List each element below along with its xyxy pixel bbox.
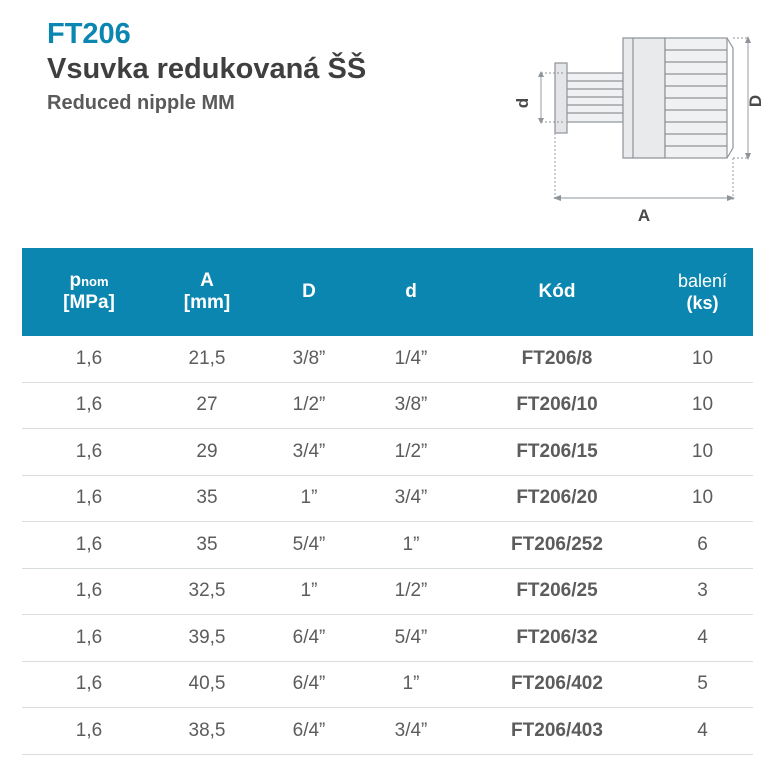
cell-d: 3/8” [360,382,462,429]
column-header-balen-label: balení [677,270,728,291]
cell-D: 6/4” [258,615,360,662]
cell-D: 6/4” [258,661,360,708]
cell-d: 1/2” [360,568,462,615]
cell-d: 3/4” [360,475,462,522]
cell-balen: 10 [652,336,753,382]
cell-kod[interactable]: FT206/10 [462,382,652,429]
cell-D: 3/8” [258,336,360,382]
drawing-label-D-large: D [746,94,765,108]
cell-kod[interactable]: FT206/15 [462,429,652,476]
specification-table-wrapper [22,248,753,755]
cell-pnom: 1,6 [22,382,156,429]
cell-balen: 10 [652,429,753,476]
cell-kod[interactable]: FT206/402 [462,661,652,708]
table-row [22,429,753,476]
column-header-balen [652,248,753,336]
cell-D: 5/4” [258,522,360,569]
cell-pnom: 1,6 [22,336,156,382]
product-code: FT206 [47,18,131,50]
specification-table [22,248,753,755]
cell-balen: 4 [652,615,753,662]
cell-balen: 3 [652,568,753,615]
table-row [22,661,753,708]
column-header-balen-unit: (ks) [686,292,719,313]
column-header-D: D [258,248,360,336]
cell-pnom: 1,6 [22,708,156,755]
cell-a: 39,5 [156,615,258,662]
cell-balen: 4 [652,708,753,755]
cell-a: 27 [156,382,258,429]
drawing-label-A: A [637,206,651,225]
cell-D: 1” [258,568,360,615]
cell-a: 35 [156,522,258,569]
cell-pnom: 1,6 [22,615,156,662]
column-header-d: d [360,248,462,336]
cell-D: 3/4” [258,429,360,476]
cell-kod[interactable]: FT206/8 [462,336,652,382]
cell-D: 1” [258,475,360,522]
table-header-row [22,248,753,336]
cell-pnom: 1,6 [22,522,156,569]
column-header-pnom-symbol: p [69,270,82,291]
table-body [22,336,753,754]
cell-kod[interactable]: FT206/25 [462,568,652,615]
cell-balen: 5 [652,661,753,708]
column-header-pnom [22,248,156,336]
column-header-a-symbol: A [200,270,214,291]
cell-a: 29 [156,429,258,476]
cell-D: 1/2” [258,382,360,429]
column-header-kod: Kód [462,248,652,336]
cell-d: 1” [360,522,462,569]
cell-d: 5/4” [360,615,462,662]
product-title: Vsuvka redukovaná ŠŠ [47,53,367,86]
cell-pnom: 1,6 [22,429,156,476]
table-row [22,382,753,429]
table-row [22,708,753,755]
cell-a: 32,5 [156,568,258,615]
column-header-a [156,248,258,336]
cell-a: 35 [156,475,258,522]
column-header-pnom-subscript: nom [81,274,109,289]
cell-pnom: 1,6 [22,661,156,708]
table-row [22,568,753,615]
product-header [47,18,517,115]
table-row [22,522,753,569]
cell-d: 1/2” [360,429,462,476]
cell-kod[interactable]: FT206/403 [462,708,652,755]
cell-kod[interactable]: FT206/20 [462,475,652,522]
table-row [22,615,753,662]
cell-a: 40,5 [156,661,258,708]
cell-d: 1/4” [360,336,462,382]
cell-pnom: 1,6 [22,475,156,522]
cell-balen: 6 [652,522,753,569]
column-header-pnom-unit: [MPa] [63,292,115,313]
drawing-label-d: d [513,97,532,109]
cell-a: 38,5 [156,708,258,755]
cell-a: 21,5 [156,336,258,382]
cell-pnom: 1,6 [22,568,156,615]
cell-d: 1” [360,661,462,708]
table-row [22,336,753,382]
table-row [22,475,753,522]
cell-kod[interactable]: FT206/32 [462,615,652,662]
cell-balen: 10 [652,382,753,429]
cell-balen: 10 [652,475,753,522]
cell-kod[interactable]: FT206/252 [462,522,652,569]
technical-drawing [505,8,767,230]
cell-D: 6/4” [258,708,360,755]
column-header-a-unit: [mm] [183,292,231,313]
cell-d: 3/4” [360,708,462,755]
product-subtitle: Reduced nipple MM [47,91,235,114]
